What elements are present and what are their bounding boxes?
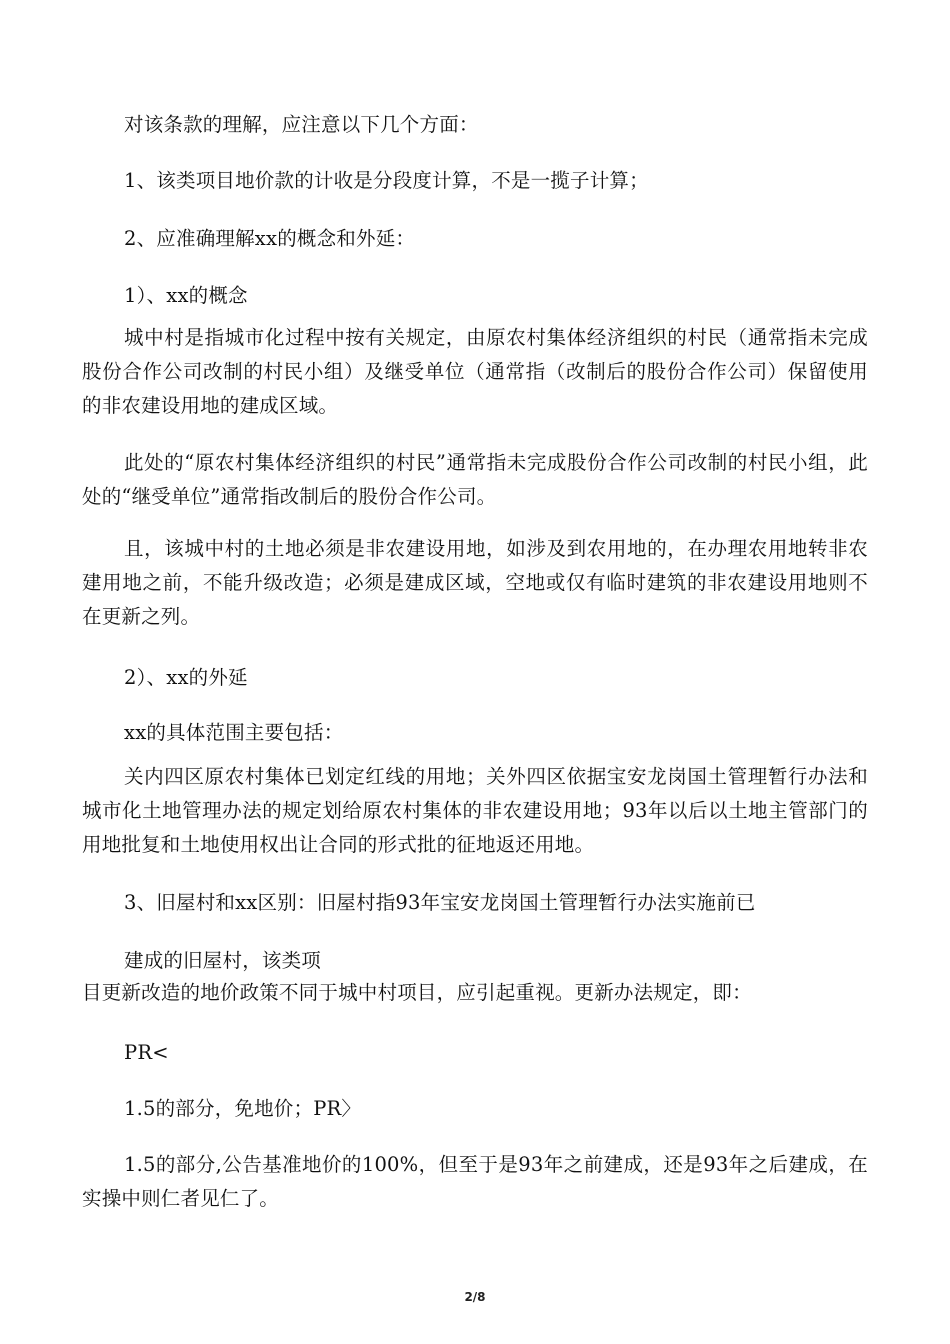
paragraph-scope-detail: 关内四区原农村集体已划定红线的用地；关外四区依据宝安龙岗国土管理暂行办法和城市化土地管理办法的规定划给原农村集体的非农建设用地；93年以后以土地主管部门的用地批复和土地使用权出让合同的形式批的征地返还用地。 [82, 765, 868, 856]
paragraph-base-land-price: 1.5的部分,公告基准地价的100%，但至于是93年之前建成，还是93年之后建成，在实操中则仁者见仁了。 [82, 1153, 868, 1210]
subheading-extension: 2）、xx的外延 [124, 666, 248, 689]
paragraph-pr-exempt: 1.5的部分，免地价；PR〉 [124, 1097, 362, 1120]
paragraph-scope-intro: xx的具体范围主要包括： [124, 721, 344, 744]
paragraph-pr-less: PR< [124, 1041, 169, 1064]
paragraph-villager-explanation: 此处的“原农村集体经济组织的村民”通常指未完成股份合作公司改制的村民小组，此处的“继受单位”通常指改制后的股份合作公司。 [82, 451, 868, 508]
paragraph-policy-difference: 目更新改造的地价政策不同于城中村项目，应引起重视。更新办法规定，即： [82, 981, 752, 1004]
paragraph-point-1: 1、该类项目地价款的计收是分段度计算，不是一揽子计算； [124, 169, 649, 192]
page-number: 2/8 [464, 1290, 486, 1304]
paragraph-intro: 对该条款的理解，应注意以下几个方面： [124, 113, 479, 136]
subheading-concept: 1）、xx的概念 [124, 284, 248, 307]
paragraph-point-2: 2、应准确理解xx的概念和外延： [124, 227, 416, 250]
paragraph-urban-village-definition: 城中村是指城市化过程中按有关规定，由原农村集体经济组织的村民（通常指未完成股份合作公司改制的村民小组）及继受单位（通常指（改制后的股份合作公司）保留使用的非农建设用地的建成区域。 [82, 326, 868, 417]
paragraph-land-requirement: 且，该城中村的土地必须是非农建设用地，如涉及到农用地的，在办理农用地转非农建用地之前，不能升级改造；必须是建成区域，空地或仅有临时建筑的非农建设用地则不在更新之列。 [82, 537, 868, 628]
paragraph-point-3: 3、旧屋村和xx区别：旧屋村指93年宝安龙岗国土管理暂行办法实施前已 [124, 891, 756, 914]
paragraph-old-village-fragment: 建成的旧屋村，该类项 [124, 949, 322, 972]
